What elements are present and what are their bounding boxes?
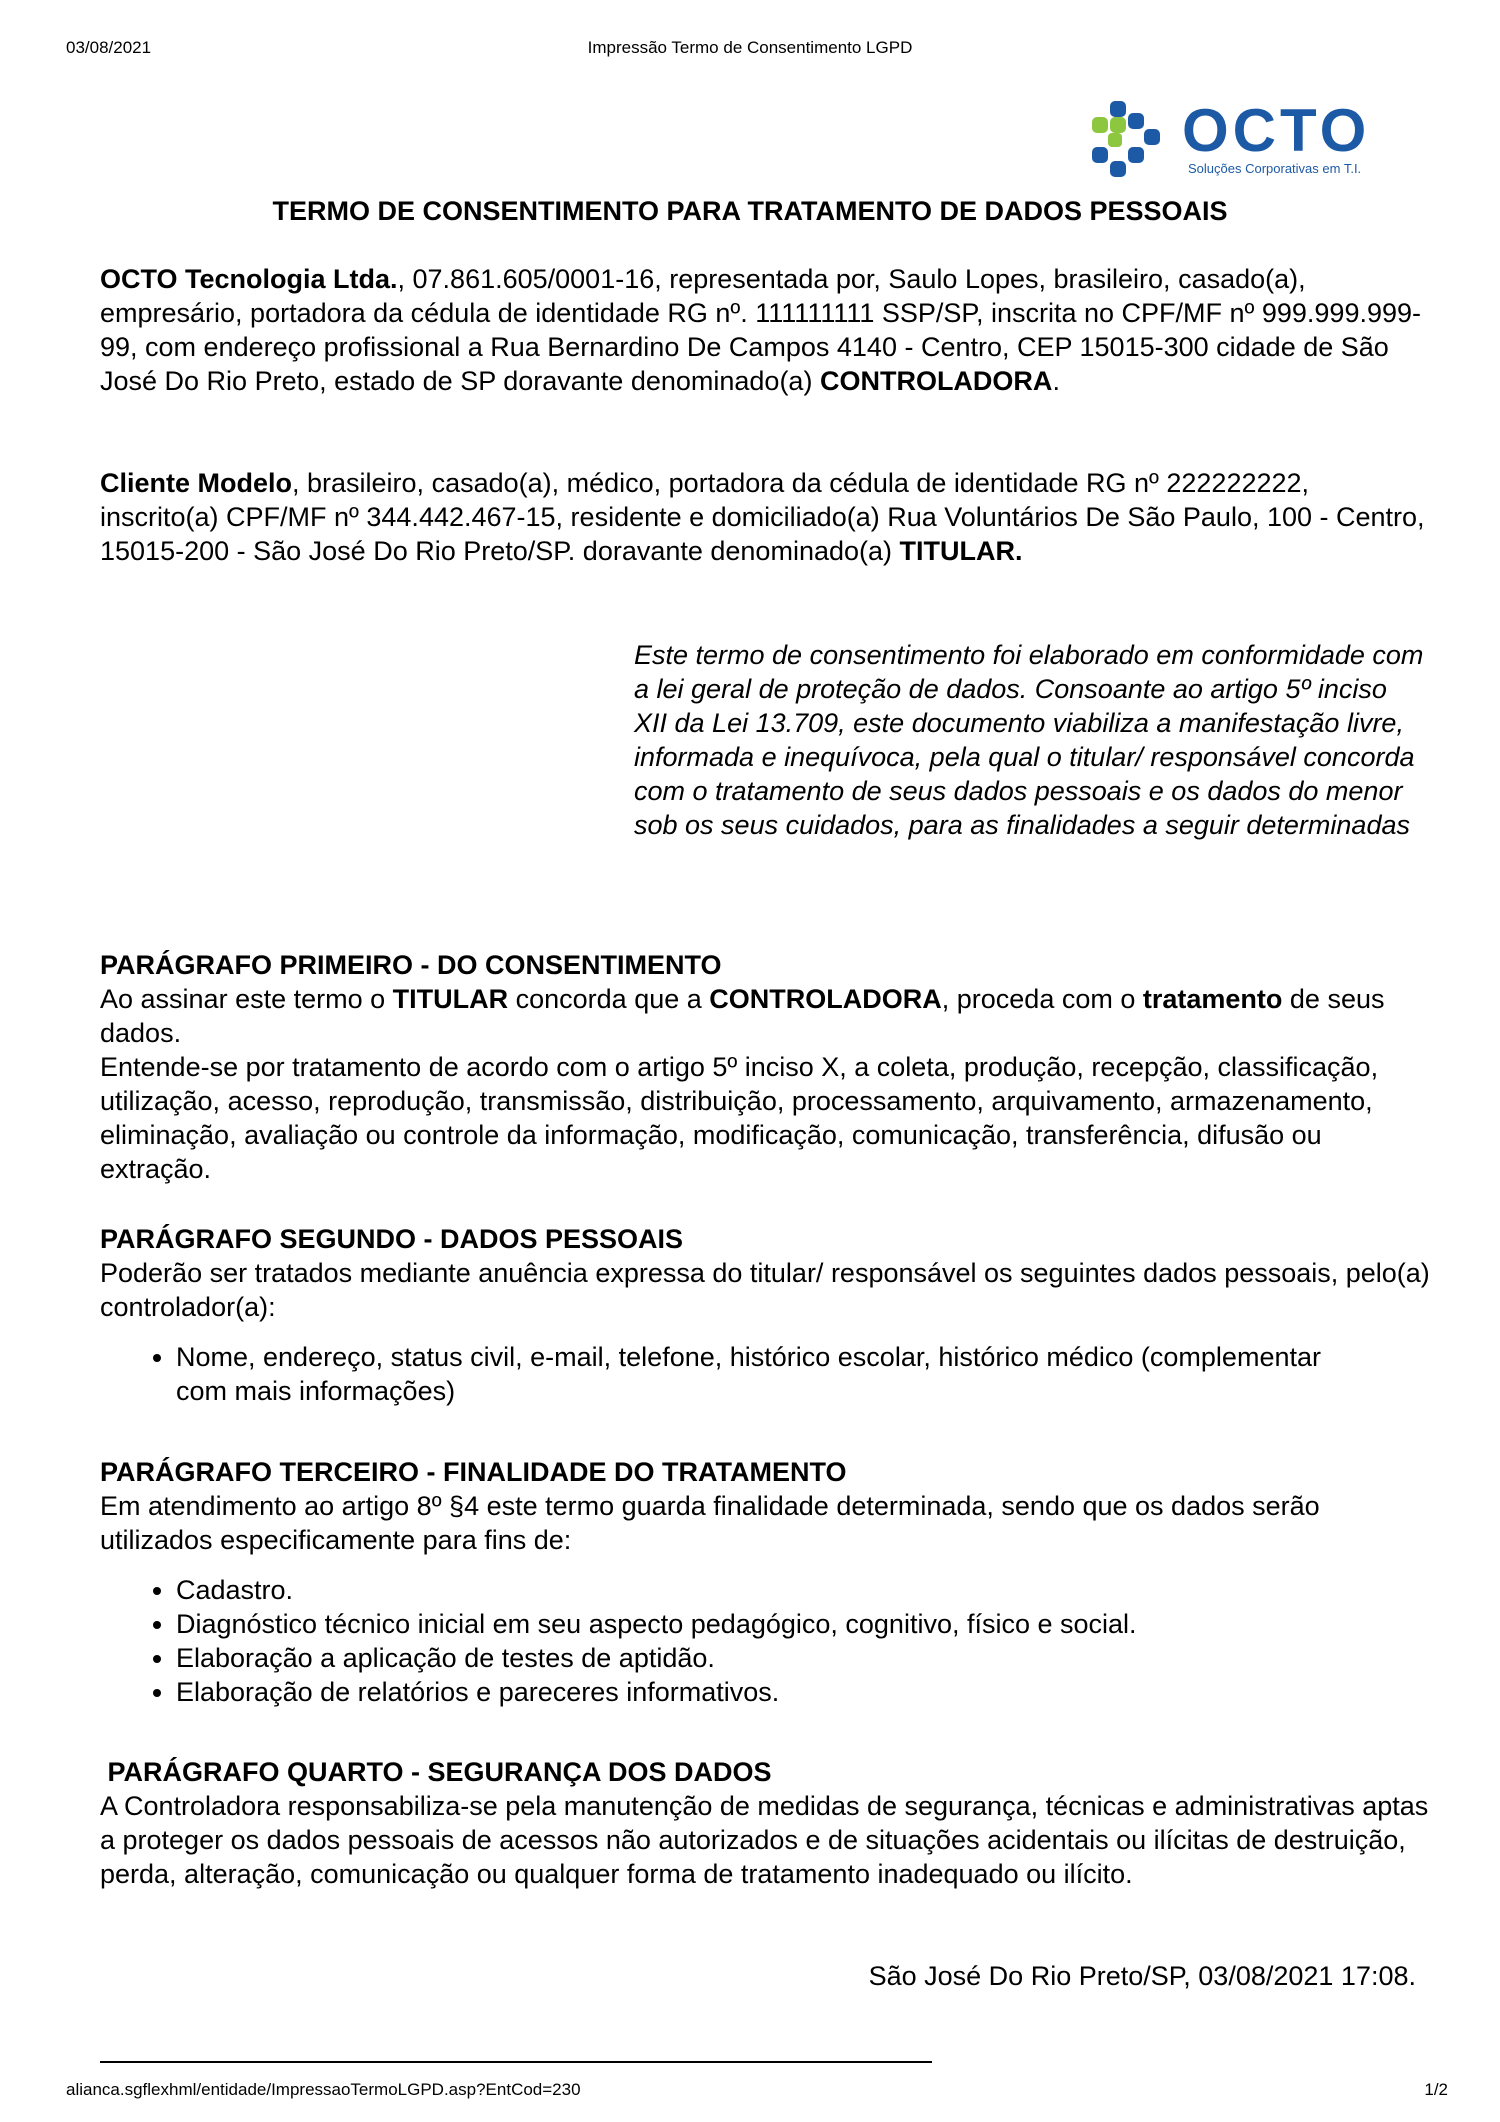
signature-line [100, 2061, 932, 2063]
bold: tratamento [1142, 984, 1283, 1014]
svg-text:Soluções Corporativas em T.I.: Soluções Corporativas em T.I. [1188, 161, 1362, 176]
paragraph-3-heading: PARÁGRAFO TERCEIRO - FINALIDADE DO TRATAMENTO [100, 1457, 847, 1487]
purpose-list [100, 1573, 1430, 1709]
paragraph-1-consent [100, 982, 1430, 1050]
controller-paragraph [100, 262, 1430, 398]
text: de seus dados. [100, 984, 1385, 1048]
octo-logo [1090, 95, 1420, 185]
svg-text:OCTO: OCTO [1182, 97, 1371, 164]
paragraph-1 [100, 948, 1430, 1186]
paragraph-1-body: Entende-se por tratamento de acordo com o artigo 5º inciso X, a coleta, produção, recepção, classificação, utilização, acesso, reprodução, transmissão, distribuição, processamento, arquivamento, armazenamento, eliminação, avaliação ou controle da informação, modificação, comunicação, transferência, difusão ou extração. [100, 1052, 1379, 1184]
print-date: 03/08/2021 [66, 38, 152, 57]
text: concorda que a [508, 984, 710, 1014]
text: , proceda com o [941, 984, 1143, 1014]
print-title: Impressão Termo de Consentimento LGPD [587, 38, 913, 57]
bold: CONTROLADORA [709, 984, 942, 1014]
list-item: • Diagnóstico técnico inicial em seu aspecto pedagógico, cognitivo, físico e social. [176, 1607, 1430, 1641]
controller-end: . [1052, 366, 1060, 396]
footer-url: alianca.sgflexhml/entidade/ImpressaoTermoLGPD.asp?EntCod=230 [66, 2080, 581, 2099]
list-item: • Elaboração a aplicação de testes de aptidão. [176, 1641, 1430, 1675]
controller-text: , 07.861.605/0001-16, representada por, Saulo Lopes, brasileiro, casado(a), empresário, portadora da cédula de identidade RG nº. 111111111 SSP/SP, inscrita no CPF/MF nº 999.999.999-99, com endereço profissional a Rua Bernardino De Campos 4140 - Centro, CEP 15015-300 cidade de São José Do Rio Preto, estado de SP doravante denominado(a) [100, 264, 1422, 396]
list-item: • Elaboração de relatórios e pareceres informativos. [176, 1675, 1430, 1709]
paragraph-1-heading: PARÁGRAFO PRIMEIRO - DO CONSENTIMENTO [100, 950, 722, 980]
paragraph-3-body: Em atendimento ao artigo 8º §4 este termo guarda finalidade determinada, sendo que os dados serão utilizados especificamente para fins de: [100, 1491, 1320, 1555]
page-number: 1/2 [1424, 2080, 1448, 2099]
place-date: São José Do Rio Preto/SP, 03/08/2021 17:08. [868, 1961, 1416, 1991]
logo-mark-icon [1090, 95, 1420, 185]
intro-italic: Este termo de consentimento foi elaborado em conformidade com a lei geral de proteção de dados. Consoante ao artigo 5º inciso XII da Lei 13.709, este documento viabiliza a manifestação livre, informada e inequívoca, pela qual o titular/ responsável concorda com o tratamento de seus dados pessoais e os dados do menor sob os seus cuidados, para as finalidades a seguir determinadas [634, 640, 1424, 840]
paragraph-2 [100, 1222, 1430, 1408]
text: Ao assinar este termo o [100, 984, 393, 1014]
controller-role: CONTROLADORA [819, 366, 1053, 396]
controller-name: OCTO Tecnologia Ltda. [100, 264, 398, 294]
document-title: TERMO DE CONSENTIMENTO PARA TRATAMENTO DE DADOS PESSOAIS [272, 196, 1228, 226]
holder-name: Cliente Modelo [100, 468, 293, 498]
holder-role: TITULAR. [899, 536, 1023, 566]
holder-paragraph [100, 466, 1430, 568]
paragraph-3 [100, 1455, 1430, 1709]
paragraph-2-heading: PARÁGRAFO SEGUNDO - DADOS PESSOAIS [100, 1224, 684, 1254]
paragraph-4-heading: PARÁGRAFO QUARTO - SEGURANÇA DOS DADOS [100, 1757, 772, 1787]
paragraph-4-body: A Controladora responsabiliza-se pela manutenção de medidas de segurança, técnicas e administrativas aptas a proteger os dados pessoais de acessos não autorizados e de situações acidentais ou ilícitas de destruição, perda, alteração, comunicação ou qualquer forma de tratamento inadequado ou ilícito. [100, 1791, 1429, 1889]
paragraph-4 [100, 1755, 1430, 1891]
data-list [100, 1340, 1356, 1408]
holder-text: , brasileiro, casado(a), médico, portadora da cédula de identidade RG nº 222222222, inscrito(a) CPF/MF nº 344.442.467-15, residente e domiciliado(a) Rua Voluntários De São Paulo, 100 - Centro, 15015-200 - São José Do Rio Preto/SP. doravante denominado(a) [100, 468, 1425, 566]
list-item: • Nome, endereço, status civil, e-mail, telefone, histórico escolar, histórico médico (complementar com mais informações) [176, 1340, 1356, 1408]
bold: TITULAR [392, 984, 509, 1014]
paragraph-2-body: Poderão ser tratados mediante anuência expressa do titular/ responsável os seguintes dados pessoais, pelo(a) controlador(a): [100, 1258, 1430, 1322]
list-item: • Cadastro. [176, 1573, 1430, 1607]
